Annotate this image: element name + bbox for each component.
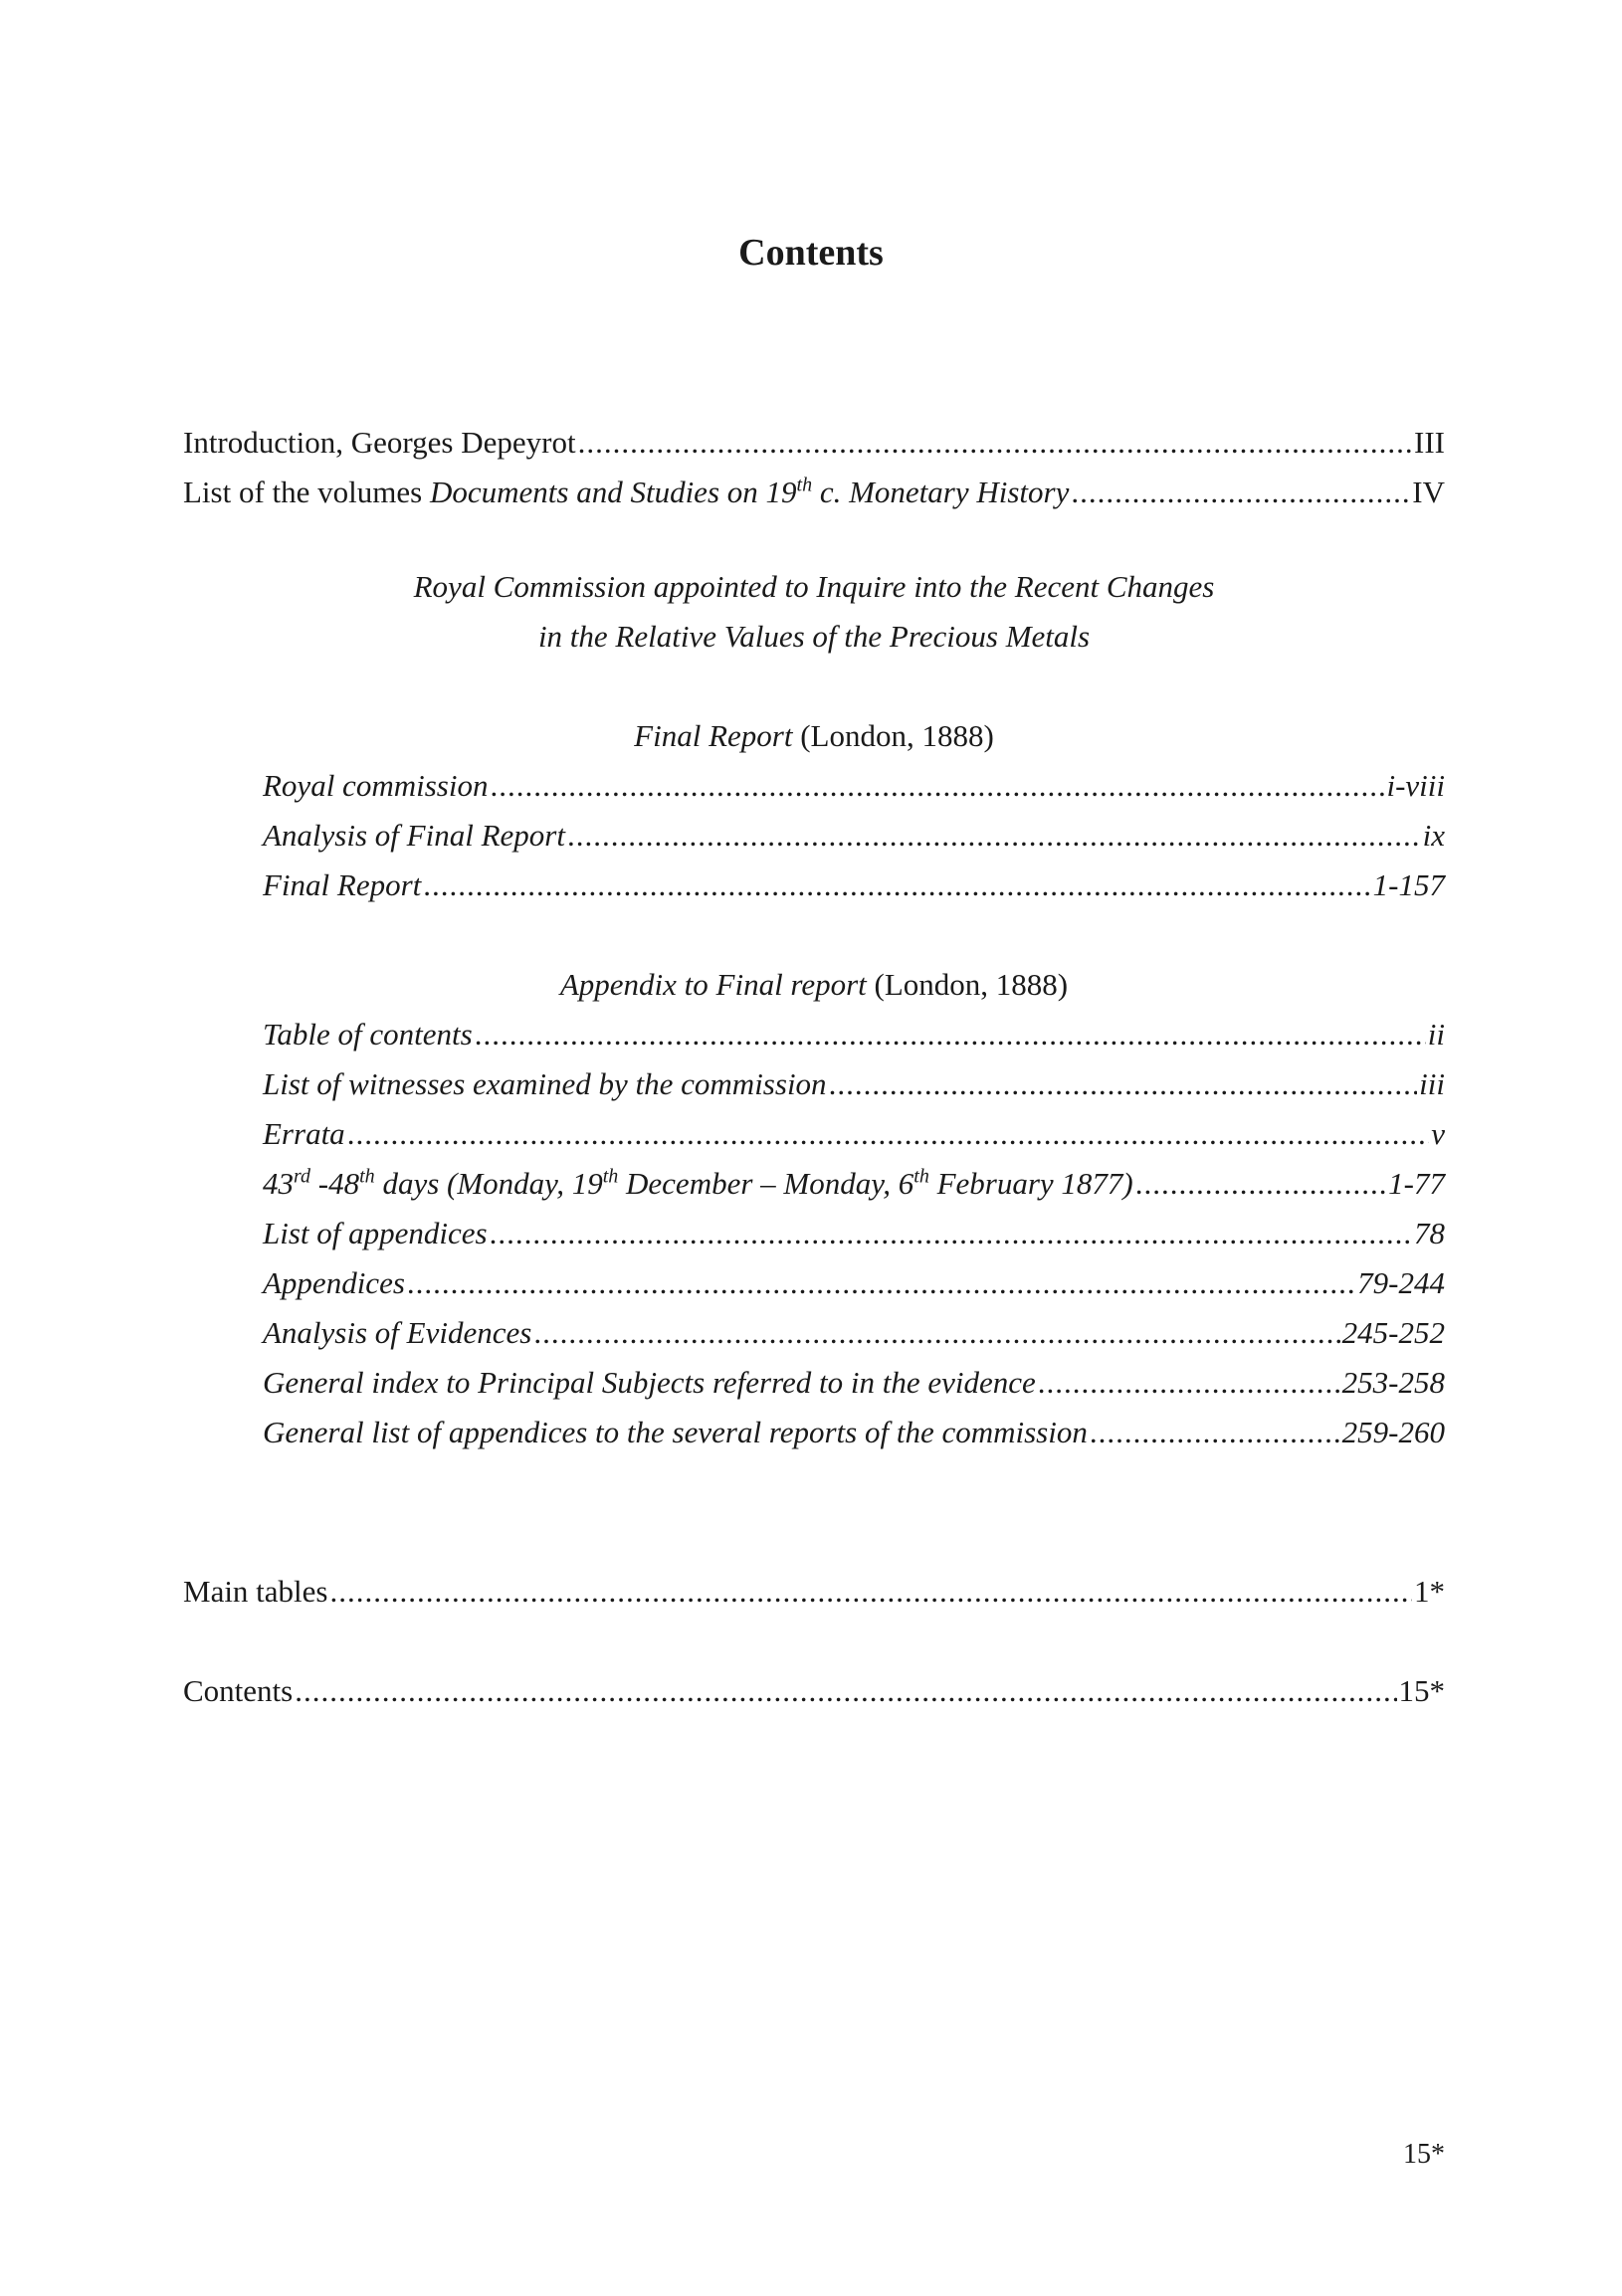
commission-line-1 xyxy=(183,562,1445,612)
toc-entry-page: i-viii xyxy=(1386,768,1445,803)
toc-entry-label: Analysis of Final Report xyxy=(263,818,565,853)
dot-leader xyxy=(330,1567,1413,1617)
days-part: days (Monday, 19 xyxy=(374,1166,603,1201)
commission-line-2 xyxy=(183,612,1445,662)
dot-leader xyxy=(1135,1159,1386,1209)
toc-entry xyxy=(183,1209,1445,1258)
dot-leader xyxy=(1071,468,1410,517)
toc-entry-label: List of appendices xyxy=(263,1216,488,1250)
toc-entry xyxy=(183,811,1445,861)
dot-leader xyxy=(567,811,1421,861)
toc-entry-label: Introduction, Georges Depeyrot xyxy=(183,425,576,460)
days-superscript: th xyxy=(359,1165,375,1188)
toc-entry-label: Analysis of Evidences xyxy=(263,1315,532,1350)
toc-entry xyxy=(183,1408,1445,1457)
dot-leader xyxy=(829,1059,1418,1109)
dot-leader xyxy=(407,1258,1355,1308)
toc-entry xyxy=(183,861,1445,910)
toc-entry-page: 1-157 xyxy=(1372,867,1445,902)
commission-line-2-text: in the Relative Values of the Precious Metals xyxy=(537,619,1091,654)
dot-leader xyxy=(490,1209,1412,1258)
toc-entry-label: Errata xyxy=(263,1116,345,1151)
days-part: 43 xyxy=(263,1166,294,1201)
toc-entry-page: v xyxy=(1431,1116,1445,1151)
label-italic: c. Monetary History xyxy=(812,475,1070,509)
toc-entry-label: Appendices xyxy=(263,1265,405,1300)
dot-leader xyxy=(295,1666,1396,1716)
toc-entry-page: 1* xyxy=(1414,1574,1445,1609)
toc-entry-introduction xyxy=(183,418,1445,468)
back-matter-main-tables xyxy=(183,1567,1445,1617)
label-superscript: th xyxy=(796,474,813,496)
toc-entry-label: List of witnesses examined by the commission xyxy=(263,1066,827,1101)
toc-entry-label: Contents xyxy=(183,1673,294,1708)
toc-entry-label: Final Report xyxy=(263,867,422,902)
dot-leader xyxy=(1038,1358,1340,1408)
toc-entry-label: General list of appendices to the several reports of the commission xyxy=(263,1415,1088,1449)
heading-rest: (London, 1888) xyxy=(792,718,994,753)
dot-leader xyxy=(578,418,1412,468)
toc-entry-list-of-volumes xyxy=(183,468,1445,517)
toc-entry-page: 78 xyxy=(1414,1216,1445,1250)
toc-entry-label: General index to Principal Subjects referred to in the evidence xyxy=(263,1365,1036,1400)
toc-entry xyxy=(183,1308,1445,1358)
toc-entry-label: Royal commission xyxy=(263,768,489,803)
toc-entry-page: IV xyxy=(1412,475,1445,509)
toc-entry-label: Table of contents xyxy=(263,1017,473,1052)
label-prefix: List of the volumes xyxy=(183,475,430,509)
toc-entry-page: 79-244 xyxy=(1357,1265,1445,1300)
commission-heading xyxy=(183,562,1445,662)
toc-entry xyxy=(183,761,1445,811)
days-part: -48 xyxy=(310,1166,360,1201)
days-superscript: th xyxy=(913,1165,929,1188)
days-superscript: rd xyxy=(294,1165,311,1188)
label-italic: Documents and Studies on 19 xyxy=(429,475,797,509)
heading-italic: Appendix to Final report xyxy=(559,967,867,1002)
toc-entry xyxy=(183,1258,1445,1308)
toc-entry xyxy=(183,1109,1445,1159)
front-matter xyxy=(183,418,1445,517)
appendix-heading xyxy=(183,960,1445,1010)
toc-entry-page: iii xyxy=(1419,1066,1445,1101)
days-part: December – Monday, 6 xyxy=(618,1166,914,1201)
days-part: February 1877) xyxy=(928,1166,1133,1201)
appendix-section xyxy=(183,960,1445,1457)
days-superscript: th xyxy=(602,1165,619,1188)
page-number: 15* xyxy=(1403,2139,1445,2170)
dot-leader xyxy=(475,1010,1426,1059)
final-report-section xyxy=(183,711,1445,910)
toc-entry-page: 15* xyxy=(1398,1673,1445,1708)
toc-entry-main-tables xyxy=(183,1567,1445,1617)
back-matter-contents xyxy=(183,1666,1445,1716)
dot-leader xyxy=(347,1109,1430,1159)
heading-italic: Final Report xyxy=(634,718,793,753)
dot-leader xyxy=(490,761,1384,811)
toc-entry xyxy=(183,1358,1445,1408)
dot-leader xyxy=(423,861,1370,910)
dot-leader xyxy=(533,1308,1339,1358)
final-report-heading xyxy=(183,711,1445,761)
heading-rest: (London, 1888) xyxy=(866,967,1069,1002)
page-title: Contents xyxy=(738,232,884,274)
toc-entry-page: ix xyxy=(1422,818,1445,853)
toc-entry-page: 1-77 xyxy=(1388,1166,1445,1201)
toc-entry-page: 259-260 xyxy=(1341,1415,1445,1449)
toc-entry-page: 245-252 xyxy=(1341,1315,1445,1350)
commission-line-1-text: Royal Commission appointed to Inquire into the Recent Changes xyxy=(413,569,1215,604)
toc-entry-label xyxy=(263,1159,1133,1209)
toc-entry xyxy=(183,1010,1445,1059)
toc-entry-page: III xyxy=(1414,425,1445,460)
toc-entry-label xyxy=(183,468,1069,517)
toc-entry-page: ii xyxy=(1427,1017,1445,1052)
dot-leader xyxy=(1090,1408,1340,1457)
toc-entry-contents xyxy=(183,1666,1445,1716)
toc-entry-label: Main tables xyxy=(183,1574,328,1609)
toc-entry xyxy=(183,1059,1445,1109)
toc-entry-page: 253-258 xyxy=(1341,1365,1445,1400)
toc-entry-days xyxy=(183,1159,1445,1209)
